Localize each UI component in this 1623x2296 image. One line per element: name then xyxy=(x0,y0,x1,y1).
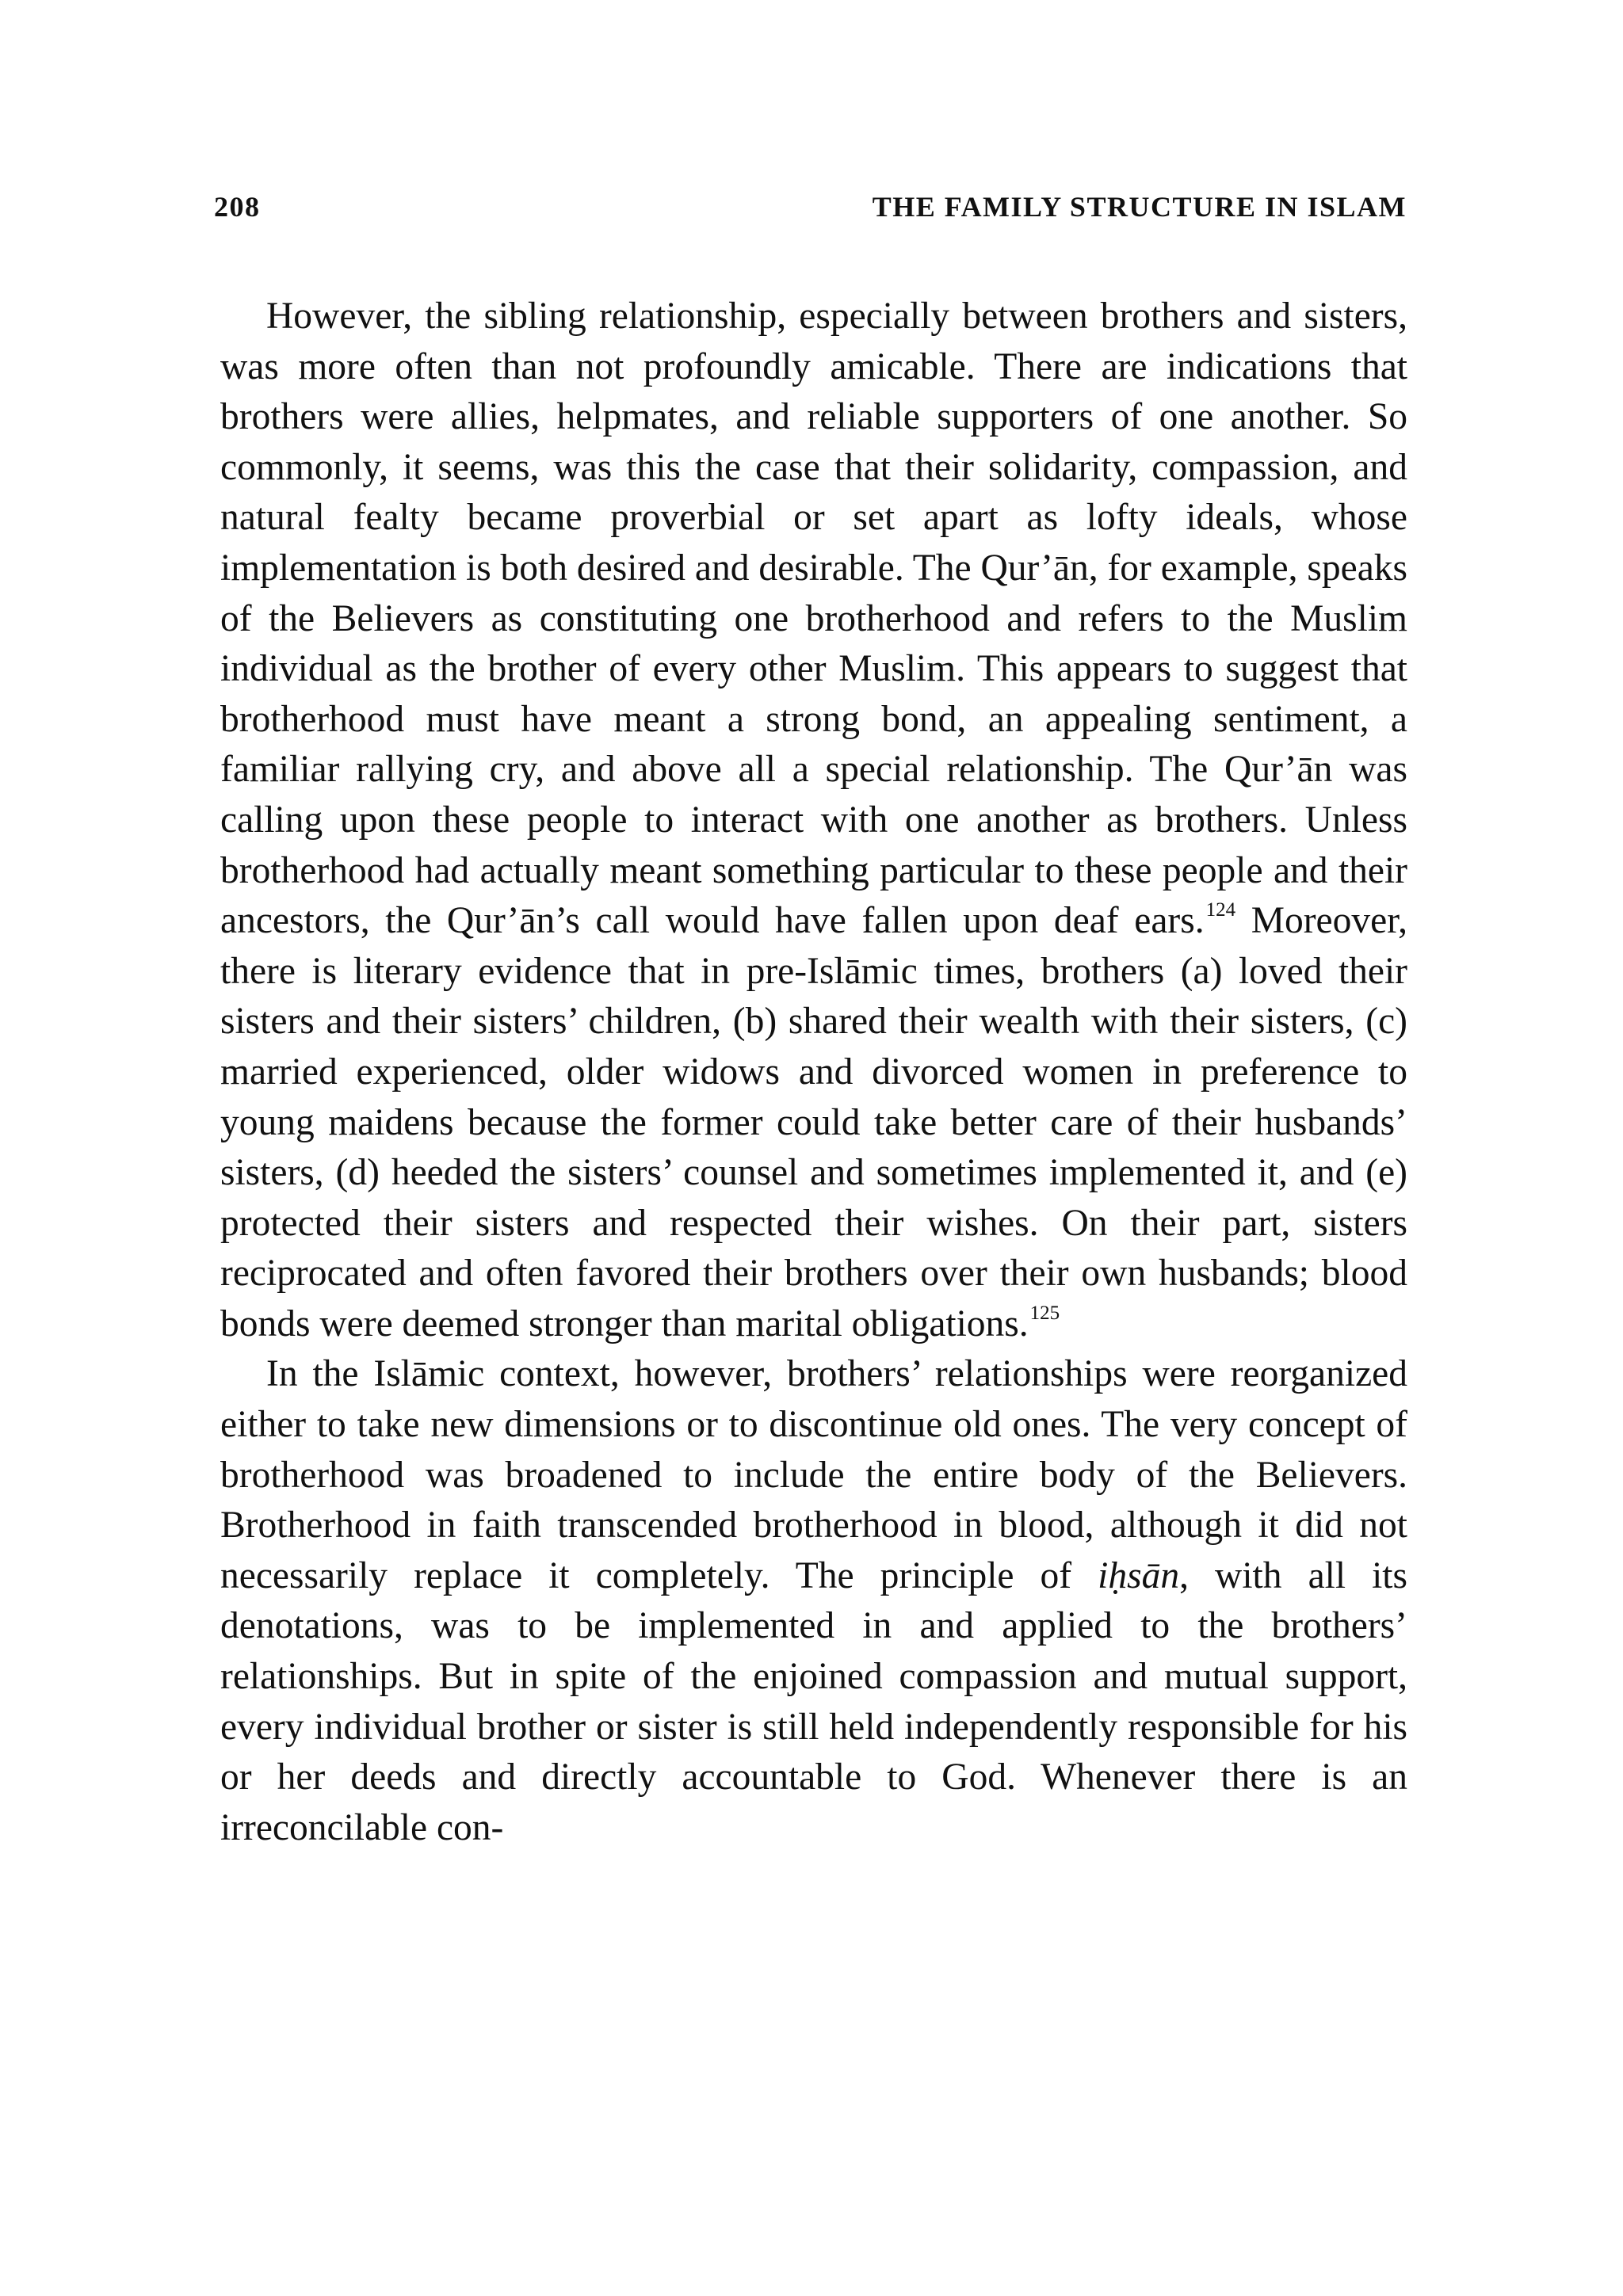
paragraph-text: Moreover, there is literary evidence that in pre-Islāmic times, brothers (a) loved their sisters and their sisters’ children, (b) shared their wealth with their sisters, (c) married experienced, older widows and divorced women in preference to young maidens because the former could take better care of their husbands’ sisters, (d) heeded the sisters’ counsel and sometimes implemented it, and (e) protected their sisters and respected their wishes. On their part, sisters reciprocated and often favored their brothers over their own husbands; blood bonds were deemed stronger than marital obligations. xyxy=(220,900,1407,1344)
paragraph-siblings xyxy=(220,292,1407,1349)
body-text xyxy=(220,292,1407,1853)
running-title: THE FAMILY STRUCTURE IN ISLAM xyxy=(872,191,1407,223)
italic-term: iḥsān xyxy=(1098,1554,1180,1596)
paragraph-text: In the Islāmic context, however, brothers’ relationships were reorganized either to take new dimensions or to discontinue old ones. The very concept of brotherhood was broadened to include the entire body of the Believers. Brotherhood in faith transcended brotherhood in blood, although it did not necessarily replace it completely. The principle of xyxy=(220,1353,1407,1596)
running-head xyxy=(214,190,1407,230)
paragraph-islamic-context xyxy=(220,1349,1407,1853)
paragraph-text: , with all its denotations, was to be implemented in and applied to the brothers’ relationships. But in spite of the enjoined compassion and mutual support, every individual brother or sister is still held independently responsible for his or her deeds and directly accountable to God. Whenever there is an irreconcilable con- xyxy=(220,1554,1407,1848)
page-number: 208 xyxy=(214,191,261,223)
paragraph-text: However, the sibling relationship, especially between brothers and sisters, was more often than not profoundly amicable. There are indications that brothers were allies, helpmates, and reliable supporters of one another. So commonly, it seems, was this the case that their solidarity, compassion, and natural fealty became proverbial or set apart as lofty ideals, whose implementation is both desired and desirable. The Qur’ān, for example, speaks of the Believers as constituting one brotherhood and refers to the Muslim individual as the brother of every other Muslim. This appears to suggest that brotherhood must have meant a strong bond, an appealing sentiment, a familiar rallying cry, and above all a special relationship. The Qur’ān was calling upon these people to interact with one another as brothers. Unless brotherhood had actually meant something particular to these people and their ancestors, the Qur’ān’s call would have fallen upon deaf ears. xyxy=(220,296,1408,942)
footnote-marker: 125 xyxy=(1029,1302,1060,1324)
footnote-marker: 124 xyxy=(1205,898,1236,921)
